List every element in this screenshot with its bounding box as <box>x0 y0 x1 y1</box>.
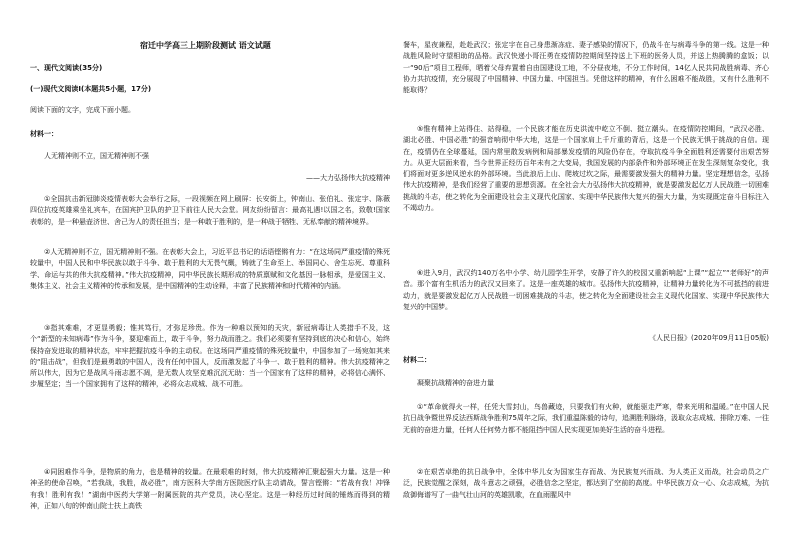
material1-byline: ——大力弘扬伟大抗疫精神 <box>306 174 390 182</box>
subsection-title: (一)现代文阅读Ⅰ(本题共5小题，17分) <box>30 85 152 93</box>
material1-paragraph-4: ④同困难作斗争，是物质的角力，也是精神的较量。在最艰难的时刻，伟大抗疫精神汇聚起强大力量。这是一种神圣的使命召唤，“若我战，我胜，战必胜”，南方医科大学南方医院医疗队主动请战，誓言铿锵：“若战有我！冲锋有我！胜利有我！”湖南中医药大学第一附属医院的共产党员，决心坚定。这是一种经历过时间的锤炼而得到的精神，正如八旬的钟南山院士扶上高铁 <box>30 468 390 510</box>
material1-label: 材料一： <box>30 130 58 138</box>
material1-paragraph-1: ①全国抗击新冠肺炎疫情表彰大会举行之际，一段视频在网上刷屏：长安街上，钟南山、张伯礼、张定宇、陈薇四位抗疫英雄乘坐礼宾车，在国宾护卫队的护卫下前往人民大会堂。网友纷纷留言：最高礼遇!以国之名，致敬!国家表彰的，是一种悬壶济世、舍己为人的责任担当；是一种敢于胜利的，是一种战于牺牲、无私奉献的精神境界。 <box>30 195 390 226</box>
material1-paragraph-2: ②人无精神则不立，国无精神则不强。在表彰大会上，习近平总书记的话语铿锵有力：“在这场同严重疫情的殊死较量中，中国人民和中华民族以敢于斗争、敢于胜利的大无畏气概，铸就了生命至上、举国同心、舍生忘死、尊重科学、命运与共的伟大抗疫精神。”伟大抗疫精神，同中华民族长期形成的特质禀赋和文化基因一脉相承，是爱国主义、集体主义、社会主义精神的传承和发展，是中国精神的生动诠释，丰富了民族精神和时代精神的内涵。 <box>30 248 390 290</box>
exam-title: 宿迁中学高三上期阶段测试 语文试题 <box>140 41 271 50</box>
material2-paragraph-2: ②在艰苦卓绝的抗日战争中，全体中华儿女为国家生存而战、为民族复兴而战、为人类正义而战，社会动员之广泛，民族觉醒之深刻，战斗意志之顽强，必胜信念之坚定，都达到了空前的高度。中华民族万众一心、众志成城，为抗敌御侮谱写了一曲气壮山河的英雄凯歌，在血雨腥风中 <box>403 468 769 499</box>
material1-paragraph-5: ⑤惟有精神上站得住、站得稳，一个民族才能在历史洪流中屹立不倒、挺立潮头。在疫情防控期间，“武汉必胜、湖北必胜、中国必胜”的强音响彻中华大地，这是一个国家肩上千斤重的背后，这是一个民族无惧于挑战的自信。现在，疫情仍在全球蔓延，国内常里散发病例和局部暴发疫情的风险仍存在，夺取抗疫斗争全面胜利还需要付出艰苦努力。从更大层面来看，当今世界正经历百年未有之大变局，我国发展的内部条件和外部环境正在发生深刻复杂变化，我们将面对更多逆风逆水的外部环境。当此浪后上山、爬坡过坎之际，最需要激发强大的精神力量。坚定理想信念，弘扬伟大抗疫精神，是我们经营了重要的思想资源。在全社会大力弘扬伟大抗疫精神，就是要激发起亿万人民战胜一切困难挑战的斗志，使之转化为全面建设社会主义现代化国家、实现中华民族伟大复兴的强大力量，为实现既定奋斗目标注入不竭动力。 <box>403 125 769 213</box>
material2-headline: 凝聚抗战精神的奋进力量 <box>417 379 494 387</box>
material1-paragraph-3: ③指其难难，才更显勇毅；惟其笃行，才弥足珍贵。作为一种难以预知的天灾，新冠病毒让人类措手不及，这个“新型的未知病毒”作为斗争，要迎难而上，敢于斗争，努力战而胜之。我们必须要有坚持到底的决心和信心，始终保持奋发进取的精神状态，牢牢把握抗疫斗争的主动权。在这场同严重疫情的殊死较量中，中国参加了一场宛如其来的“阻击战”，但我们是最勇敢的中国人，没有任何中国人，反而激发起了斗争一、敢于胜利的精神。伟大抗疫精神之所以伟大，因为它是战风斗雨志愿不凋，是无数人攻坚克难沉沉无助：当一个国家有了这样的精神，必将信心满怀、步履坚定；当一个国家拥有了这样的精神，必将众志成城、战不可胜。 <box>30 324 390 389</box>
material1-headline: 人无精神则不立，国无精神则不强 <box>44 152 149 160</box>
material1-paragraph-4-continued: 餐车，星夜兼程，赴赴武汉；张定宇在自己身患渐冻症、妻子感染的情况下，仍战斗在与病毒斗争的第一线。这是一种战胜风险时守望相助的品格。武汉快递小哥汪勇在疫情防控期间坚持送上下班的医务人员，并送上热腾腾的盒饭；以一“90后”项目工程师，晒着父母弃置着自由国建设工地，不分昼夜地，不分工作时间，14亿人民共同战胜病毒、齐心协力共抗疫情，充分展现了中国精神、中国力量、中国担当。凭借这样的精神，有什么困难不能战胜，又有什么胜利不能取得？ <box>403 41 769 95</box>
material1-paragraph-6: ⑥进入9月，武汉约140万名中小学、幼儿园学生开学，安静了许久的校园又重新响起“上课”“起立”“老师好”的声音。那个富有生机活力的武汉又回来了。这是一座英雄的城市。弘扬伟大抗疫精神，让精神力量转化为不可抵挡的前进动力，就是要激发起亿万人民战胜一切困难挑战的斗志，使之转化为全面建设社会主义现代化国家、实现中华民族伟大复兴的中国梦。 <box>403 269 769 311</box>
material2-label: 材料二： <box>403 356 431 364</box>
material1-source: 《人民日报》(2020年09月11日05版) <box>649 334 769 342</box>
material2-paragraph-1: ①“革命就得火一样，任凭大雪封山，鸟兽藏迹，只要我们有火种，就能驱走严寒，带来光明和温暖。”在中国人民抗日战争暨世界反法西斯战争胜利75周年之际，我们重温陈毅的诗句，追溯胜利脉络，汲取众志成城、排除万难、一往无前的奋进力量，任何人任何势力都不能阻挡中国人民实现更加美好生活的奋斗进程。 <box>403 403 769 434</box>
section-title: 一、现代文阅读(35分) <box>30 64 103 72</box>
reading-instruction: 阅读下面的文字，完成下面小题。 <box>30 106 135 114</box>
